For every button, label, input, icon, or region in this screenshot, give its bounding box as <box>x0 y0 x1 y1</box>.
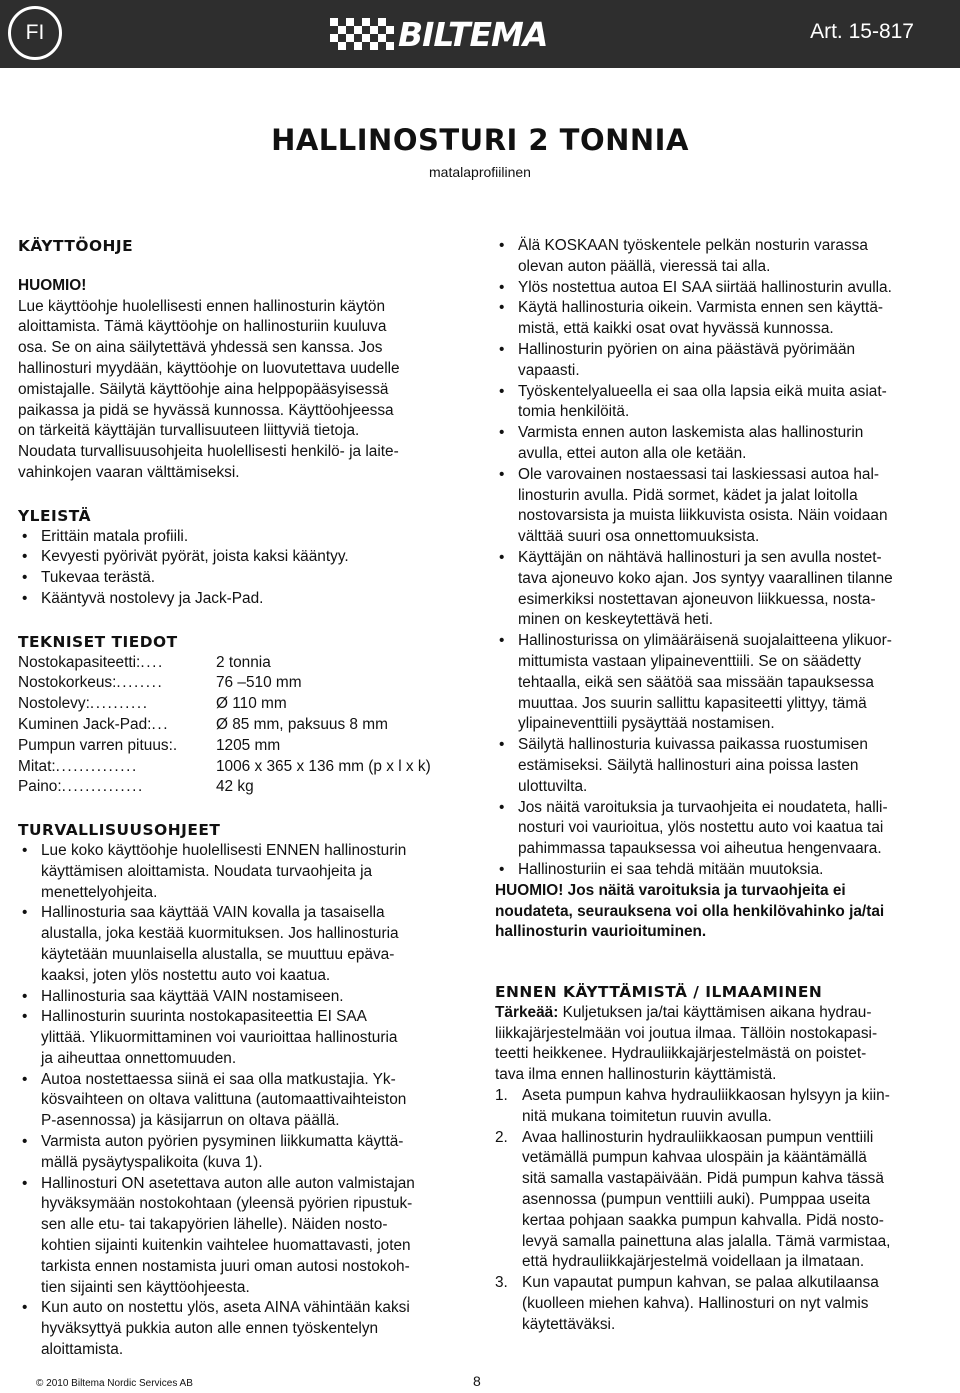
spec-value: 76 –510 mm <box>216 674 302 692</box>
spec-row <box>18 736 488 757</box>
line: käytettäväksi. <box>522 1315 616 1333</box>
line: hyväksymään nostokohtaan (yleensä pyörien ripustuk- <box>41 1195 413 1213</box>
line: • Kun auto on nostettu ylös, aseta AINA vähintään kaksi <box>41 1299 410 1317</box>
language-badge: FI <box>8 6 62 60</box>
line: välttää suuri osa onnettomuuksista. <box>518 528 760 546</box>
line: • Lue koko käyttöohje huolellisesti ENNEN hallinosturin <box>41 841 407 859</box>
line: tomia henkilöitä. <box>518 403 630 421</box>
spec-label: Nostokapasiteetti: <box>18 653 141 671</box>
line: tehtaalla, eikä sen säätöä saa missään tapauksessa <box>518 673 874 691</box>
list-item <box>495 278 947 299</box>
notice-line: Lue käyttöohje huolellisesti ennen hallinosturin käytön <box>18 297 386 315</box>
line: mistä, että kaikki osat ovat hyvässä kunnossa. <box>518 320 834 338</box>
general-heading: YLEISTÄ <box>18 506 91 525</box>
line: Avaa hallinosturin hydrauliikkaosan pumpun venttiili <box>522 1128 874 1146</box>
line: hyväksyttyä pukkia auton alle ennen työskentelyn <box>41 1320 379 1338</box>
line: ulottuvilta. <box>518 777 588 795</box>
line: ja aiheuttaa onnettomuuden. <box>41 1049 237 1067</box>
spec-dots: ... <box>151 715 170 733</box>
line: liikkajärjestelmään voi joutua ilmaa. Tällöin nostokapasi- <box>495 1024 878 1042</box>
line: linosturin avulla. Pidä sormet, kädet ja jalat loitolla <box>518 486 858 504</box>
line: • Hallinosturin pyörien on aina päästävä pyörimään <box>518 340 856 358</box>
checkered-flag-icon <box>330 18 394 50</box>
brand-name: BILTEMA <box>398 14 548 54</box>
list-item <box>495 340 947 382</box>
line: pahimmassa tapauksessa voi aiheutua hengenvaara. <box>518 840 882 858</box>
copyright: © 2010 Biltema Nordic Services AB <box>36 1378 193 1389</box>
line: • Autoa nostettaessa siinä ei saa olla matkustajia. Yk- <box>41 1070 396 1088</box>
line: noudateta, seurauksena voi olla henkilövahinko ja/tai <box>495 902 885 920</box>
line: tarkista ennen nostamista juuri oman autosi nostokoh- <box>41 1257 410 1275</box>
list-item <box>495 465 947 548</box>
step-number: 2. <box>495 1128 508 1146</box>
spec-dots: .... <box>140 653 164 671</box>
list-item <box>495 798 947 860</box>
list-item <box>495 423 947 465</box>
spec-value: Ø 110 mm <box>216 695 287 713</box>
line: Kuljetuksen ja/tai käyttämisen aikana hydrau- <box>558 1003 872 1021</box>
line: alustalla, joka kestää kuormituksen. Jos hallinosturia <box>41 925 399 943</box>
line: asennossa (pumpun venttiili auki). Pumppaa useita <box>522 1191 871 1209</box>
line: avulla, ettei auton alla ole ketään. <box>518 444 747 462</box>
safety-list-continued <box>495 236 947 881</box>
notice-heading: HUOMIO! <box>18 276 87 294</box>
spec-value: 1006 x 365 x 136 mm (p x l x k) <box>216 757 431 775</box>
line: • Varmista auton pyörien pysyminen liikkumatta käyttä- <box>41 1133 404 1151</box>
spec-row <box>18 653 488 674</box>
spec-dots: .............. <box>61 778 144 796</box>
notice-line: paikassa ja pidä se hyvässä kunnossa. Käyttöohjeessa <box>18 401 394 419</box>
line: tava ilma ennen hallinosturin käyttämistä. <box>495 1066 777 1084</box>
notice-line: on tärkeitä käyttäjän turvallisuuteen liittyviä tietoja. <box>18 422 360 440</box>
step-item <box>495 1086 947 1128</box>
header-bar <box>0 0 960 68</box>
spec-dots: .............. <box>55 757 138 775</box>
warning-paragraph <box>495 881 947 943</box>
step-number: 1. <box>495 1087 508 1105</box>
safety-list <box>18 841 470 1361</box>
instructions-heading: KÄYTTÖOHJE <box>18 237 134 255</box>
left-column <box>18 236 470 1361</box>
line: • Hallinosturin suurinta nostokapasiteettia EI SAA <box>41 1008 367 1026</box>
list-item <box>18 1007 470 1069</box>
line: mällä pysäytyspalikoita (kuva 1). <box>41 1153 263 1171</box>
line: • Käytä hallinosturia oikein. Varmista ennen sen käyttä- <box>518 299 884 317</box>
list-item <box>495 735 947 797</box>
spec-row <box>18 777 488 798</box>
list-item <box>495 548 947 631</box>
step-item <box>495 1273 947 1335</box>
line: • Käyttäjän on nähtävä hallinosturi ja sen avulla nostet- <box>518 548 882 566</box>
line: mittumista vastaan ylipaineventtiili. Se on säädetty <box>518 652 862 670</box>
line: kohtien sijainti kuitenkin vaihtelee huomattavasti, joten <box>41 1237 411 1255</box>
line: • Työskentelyalueella ei saa olla lapsia eikä muita asiat- <box>518 382 887 400</box>
before-use-heading: ENNEN KÄYTTÄMISTÄ / ILMAAMINEN <box>495 983 823 1002</box>
important-label: Tärkeää: <box>495 1003 559 1021</box>
line: • Ole varovainen nostaessasi tai laskiessasi autoa hal- <box>518 465 880 483</box>
spec-dots: .......... <box>89 695 149 713</box>
line: sen alle etu- tai takapyörien lähelle). Näiden nosto- <box>41 1216 388 1234</box>
list-item <box>18 841 470 903</box>
line: • Säilytä hallinosturia kuivassa paikassa ruostumisen <box>518 736 868 754</box>
spec-row <box>18 673 488 694</box>
line: Aseta pumpun kahva hydrauliikkaosan hylsyyn ja kiin- <box>522 1087 890 1105</box>
spec-label: Nostokorkeus: <box>18 674 117 692</box>
line: • Älä KOSKAAN työskentele pelkän nosturin varassa <box>518 237 868 254</box>
line: teetti heikkenee. Hydrauliikkajärjestelmästä on poistet- <box>495 1045 867 1063</box>
list-item <box>495 860 947 881</box>
notice-line: Noudata turvallisuusohjeita huolellisesti henkilö- ja laite- <box>18 443 399 461</box>
safety-heading: TURVALLISUUSOHJEET <box>18 821 221 840</box>
notice-line: aloittamista. Tämä käyttöohje on hallinosturiin kuuluva <box>18 318 387 336</box>
spec-value: 1205 mm <box>216 736 281 754</box>
line: ylittää. Ylikuormittaminen voi vaurioittaa hallinosturia <box>41 1029 398 1047</box>
line: sitä samalla vastapäivään. Pidä pumpun kahva tässä <box>522 1170 884 1188</box>
line: • Hallinosturi ON asetettava auton alle auton valmistajan <box>41 1174 415 1192</box>
line: että hydrauliikkajärjestelmä voidellaan ja ilmataan. <box>522 1253 865 1271</box>
line: nosturi voi vaurioitua, ylös nostettu auto voi kaatua tai <box>518 819 884 837</box>
line: (kuolleen miehen kahva). Hallinosturi on nyt valmis <box>522 1295 869 1313</box>
line: tien sijainti sen käyttöohjeesta. <box>41 1278 250 1296</box>
general-list <box>18 527 470 610</box>
line: nitä mukana toimitetun ruuvin avulla. <box>522 1107 772 1125</box>
specs-table <box>18 653 488 799</box>
list-item <box>495 236 947 278</box>
list-item: • Tukevaa terästä. <box>18 568 470 589</box>
list-item <box>495 631 947 735</box>
page-title: HALLINOSTURI 2 TONNIA <box>271 123 689 157</box>
line: kösvaihteen on oltava valittuna (automaattivaihteiston <box>41 1091 407 1109</box>
line: vetämällä pumpun kahvaa ulospäin ja kääntämällä <box>522 1149 867 1167</box>
notice-line: osa. Se on aina säilytettävä yhdessä sen kanssa. Jos <box>18 339 383 357</box>
line: ylipaineventtiili pysäyttää nostamisen. <box>518 715 775 733</box>
page-subtitle: matalaprofiilinen <box>429 164 531 180</box>
line: P-asennossa) ja käsijarrun on oltava päällä. <box>41 1112 340 1130</box>
list-item <box>18 1070 470 1132</box>
line: • Hallinosturiin ei saa tehdä mitään muutoksia. <box>518 860 824 878</box>
line: käyttämisen aloittamista. Noudata turvaohjeita ja <box>41 862 373 880</box>
line: • Hallinosturissa on ylimääräisenä suojalaitteena ylikuor- <box>518 632 892 650</box>
line: menettelyohjeita. <box>41 883 158 901</box>
line: estämiseksi. Säilytä hallinosturi aina poissa lasten <box>518 756 859 774</box>
brand-logo <box>330 14 547 54</box>
list-item <box>18 1132 470 1174</box>
step-item <box>495 1128 947 1274</box>
line: • Hallinosturia saa käyttää VAIN nostamiseen. <box>41 987 344 1005</box>
line: olevan auton päällä, vieressä tai alla. <box>518 257 771 275</box>
notice-line: omistajalle. Säilytä käyttöohje aina helppopääsyisessä <box>18 380 389 398</box>
line: muuttaa. Jos suurin sallittu kapasiteetti ylittyy, tämä <box>518 694 867 712</box>
line: • Hallinosturia saa käyttää VAIN kovalla ja tasaisella <box>41 904 385 922</box>
step-number: 3. <box>495 1274 508 1292</box>
spec-label: Mitat: <box>18 757 56 775</box>
list-item <box>495 298 947 340</box>
list-item: • Kevyesti pyörivät pyörät, joista kaksi kääntyy. <box>18 547 470 568</box>
spec-label: Paino: <box>18 778 62 796</box>
line: kaaksi, joten ylös nostettu auto voi kaatua. <box>41 966 331 984</box>
spec-value: 42 kg <box>216 778 254 796</box>
line: Kun vapautat pumpun kahvan, se palaa alkutilaansa <box>522 1274 879 1292</box>
spec-row <box>18 694 488 715</box>
spec-label: Pumpun varren pituus: <box>18 736 173 754</box>
list-item <box>495 382 947 424</box>
line: nostovarsista ja muista liikkuvista osista. Näin voidaan <box>518 507 888 525</box>
line: • Jos näitä varoituksia ja turvaohjeita ei noudateta, halli- <box>518 798 888 816</box>
spec-row <box>18 757 488 778</box>
line: tava ajoneuvo koko ajan. Jos syntyy vaarallinen tilanne <box>518 569 893 587</box>
steps-list <box>495 1086 947 1336</box>
line: • Varmista ennen auton laskemista alas hallinosturin <box>518 424 864 442</box>
specs-heading: TEKNISET TIEDOT <box>18 632 178 651</box>
list-item: • Kääntyvä nostolevy ja Jack-Pad. <box>18 589 470 610</box>
notice-line: hallinosturi myydään, käyttöohje on luovutettava uudelle <box>18 359 400 377</box>
list-item <box>18 1174 470 1299</box>
spec-value: Ø 85 mm, paksuus 8 mm <box>216 715 388 733</box>
line: • Ylös nostettua autoa EI SAA siirtää hallinosturin avulla. <box>518 278 892 296</box>
page-number: 8 <box>473 1373 481 1389</box>
notice-line: vahinkojen vaaran välttämiseksi. <box>18 463 240 481</box>
list-item <box>18 1298 470 1360</box>
right-column <box>495 236 947 1336</box>
line: minen on keskeytettävä heti. <box>518 611 714 629</box>
spec-row <box>18 715 488 736</box>
list-item: • Erittäin matala profiili. <box>18 527 470 548</box>
list-item <box>18 903 470 986</box>
line: aloittamista. <box>41 1341 124 1359</box>
line: vapaasti. <box>518 361 580 379</box>
line: käytetään muunlaisella alustalla, se muuttuu epäva- <box>41 945 395 963</box>
line: HUOMIO! Jos näitä varoituksia ja turvaohjeita ei <box>495 881 846 899</box>
spec-dots: . <box>172 736 179 754</box>
spec-label: Kuminen Jack-Pad: <box>18 715 152 733</box>
list-item <box>18 987 470 1008</box>
line: levyä samalla painettuna alas jalalla. Tämä varmistaa, <box>522 1232 891 1250</box>
line: hallinosturin vaurioituminen. <box>495 923 707 941</box>
notice-paragraph <box>18 297 470 484</box>
line: esimerkiksi nostettavan ajoneuvon liikkuessa, nosta- <box>518 590 876 608</box>
spec-label: Nostolevy: <box>18 695 90 713</box>
article-number: Art. 15-817 <box>810 20 914 43</box>
spec-value: 2 tonnia <box>216 653 271 671</box>
line: kertaa pohjaan saakka pumpun kahvalla. Pidä nosto- <box>522 1211 884 1229</box>
spec-dots: ........ <box>116 674 164 692</box>
important-paragraph <box>495 1003 947 1086</box>
